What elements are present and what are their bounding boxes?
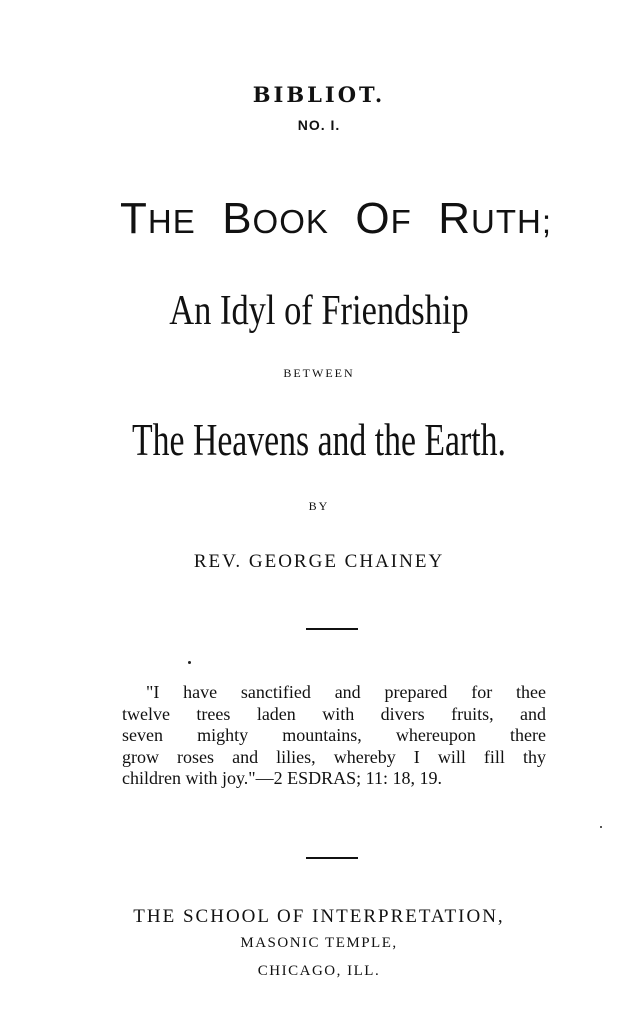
epigraph-line: children with joy."—2 ESDRAS; 11: 18, 19. [122, 768, 443, 788]
epigraph-line: twelve trees laden with divers fruits, and [122, 703, 546, 724]
book-title [120, 194, 552, 243]
subtitle: An Idyl of Friendship [169, 288, 469, 334]
title-word: THE [120, 194, 196, 243]
divider-rule [306, 628, 358, 630]
title-word: OF [355, 194, 412, 243]
epigraph-line: "I have sanctified and prepared for thee [146, 682, 546, 702]
epigraph-quote [122, 682, 546, 790]
epigraph-line: seven mighty mountains, whereupon there [122, 725, 546, 745]
title-word: RUTH; [438, 194, 552, 243]
series-number: NO. I. [297, 117, 341, 133]
print-speck [188, 661, 191, 664]
subtitle-secondary: The Heavens and the Earth. [132, 415, 506, 465]
connector-between: BETWEEN [283, 366, 355, 380]
epigraph-line: grow roses and lilies, whereby I will fill thy [122, 746, 546, 767]
publisher-address: MASONIC TEMPLE, [240, 935, 398, 951]
title-word: BOOK [222, 194, 329, 243]
print-speck [600, 826, 602, 828]
author-name: REV. GEORGE CHAINEY [193, 551, 445, 572]
publisher-name: THE SCHOOL OF INTERPRETATION, [133, 906, 505, 927]
divider-rule [306, 857, 358, 859]
connector-by: BY [308, 499, 330, 513]
series-name: BIBLIOT. [252, 82, 386, 107]
publisher-city: CHICAGO, ILL. [257, 963, 381, 979]
